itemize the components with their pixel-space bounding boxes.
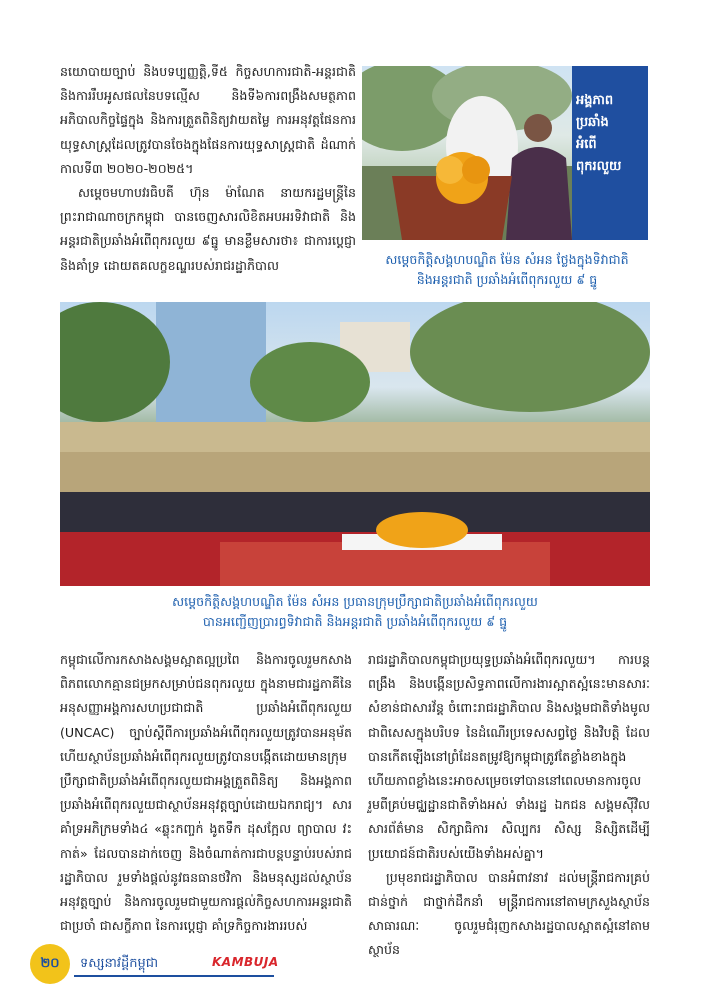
page-number-badge: ២០ bbox=[30, 944, 70, 984]
crowd-front-row bbox=[60, 492, 650, 537]
photo-crowd-illustration bbox=[60, 302, 650, 586]
tree-shape bbox=[410, 302, 650, 412]
tree-shape bbox=[60, 302, 170, 422]
crowd-back-row bbox=[60, 422, 650, 452]
photo-ceremony-crowd bbox=[60, 302, 650, 586]
caption-line: បានអញ្ជើញប្រារព្ធទិវាជាតិ និងអន្តរជាតិ ប្រឆាំងអំពើពុករលួយ ៩ ធ្នូ bbox=[202, 614, 508, 629]
banner-line: អង្គភាព bbox=[576, 93, 614, 108]
speaker-head bbox=[524, 114, 552, 142]
flower-arrangement bbox=[376, 512, 468, 548]
footer-divider bbox=[74, 975, 274, 977]
caption-line: និងអន្តរជាតិ ប្រឆាំងអំពើពុករលួយ ៩ ធ្នូ bbox=[416, 272, 598, 287]
article-right-column bbox=[368, 648, 650, 963]
flower-arrangement bbox=[436, 156, 464, 184]
banner-line: អំពើ bbox=[576, 137, 597, 152]
photo-speaker-podium bbox=[362, 66, 648, 240]
caption-line: សម្តេចកិត្តិសង្គហបណ្ឌិត ម៉ែន សំអន ថ្លែងក្នុងទិវាជាតិ bbox=[385, 252, 629, 267]
flower-arrangement bbox=[462, 156, 490, 184]
article-paragraph: ប្រមុខរាជរដ្ឋាភិបាល បានអំពាវនាវ ដល់មន្ត្រីរាជការគ្រប់ជាន់ថ្នាក់ ជាថ្នាក់ដឹកនាំ មន្ត្រីរាជការនៅតាមក្រសួងស្ថាប័ន សាធារណៈ ចូលរួមជំរុញកសាងរដ្ឋបាលស្អាតស្អំនៅតាមស្ថាប័ន bbox=[368, 869, 650, 958]
tree-shape bbox=[250, 342, 370, 422]
speaker-body bbox=[506, 147, 572, 240]
caption-line: សម្តេចកិត្តិសង្គហបណ្ឌិត ម៉ែន សំអន ប្រធានក្រុមប្រឹក្សាជាតិប្រឆាំងអំពើពុករលួយ bbox=[172, 594, 538, 609]
photo-caption-top bbox=[364, 250, 650, 290]
article-top-column bbox=[60, 60, 356, 278]
banner-text bbox=[576, 90, 646, 178]
article-paragraph: នយោបាយច្បាប់ និងបទប្បញ្ញត្តិ,ទី៥ កិច្ចសហការជាតិ-អន្តរជាតិ និងការរឹបអូសផលនៃបទល្មើស និងទី៦ការពង្រឹងសមត្ថភាព អភិបាលកិច្ចផ្ទៃក្នុង និងការត្រួតពិនិត្យវាយតម្លៃ ការអនុវត្តផែនការយុទ្ធសាស្ត្រដែលត្រូវបានចែងក្នុងផែនការយុទ្ធសាស្ត្រជាតិ ដំណាក់កាលទី៣ ២០២០-២០២៥។ bbox=[60, 64, 356, 176]
photo-caption-main bbox=[60, 592, 650, 632]
banner-line: ពុករលួយ bbox=[576, 159, 622, 174]
glass-building bbox=[156, 302, 266, 422]
magazine-name: ទស្សនាវដ្តីកម្ពុជា bbox=[80, 956, 159, 971]
article-paragraph: រាជរដ្ឋាភិបាលកម្ពុជាប្រយុទ្ធប្រឆាំងអំពើពុករលួយ។ ការបន្តពង្រឹង និងបង្កើនប្រសិទ្ធភាពលើការងារស្អាតស្អំនេះមានសារៈសំខាន់ជាសារវ័ន្ត ចំពោះរាជរដ្ឋាភិបាល និងសង្គមជាតិទាំងមូល ជាពិសេសក្នុងបរិបទ នៃដំណើរប្រទេសសព្វថ្ងៃ និងវិបត្តិ ដែលបានកើតឡើងនៅព្រំដែនតម្រូវឱ្យកម្ពុជាត្រូវតែខ្លាំងខាងក្នុង ហើយភាពខ្លាំងនេះអាចសម្រេចទៅបាននៅពេលមានការចូលរួមពីគ្រប់មជ្ឈដ្ឋានជាតិទាំងអស់ ទាំងរដ្ឋ ឯកជន សង្គមស៊ីវិល សារព័ត៌មាន សិក្សាធិការ សិល្បករ សិស្ស និស្សិតដើម្បីប្រយោជន៍ជាតិរបស់យើងទាំងអស់គ្នា។ bbox=[368, 652, 650, 861]
article-left-column bbox=[60, 648, 352, 938]
banner-line: ប្រឆាំង bbox=[576, 115, 609, 130]
brand-name: KAMBUJA bbox=[212, 955, 279, 969]
article-paragraph: សម្តេចមហាបវរធិបតី ហ៊ុន ម៉ាណែត នាយករដ្ឋមន្ត្រីនៃព្រះរាជាណាចក្រកម្ពុជា បានចេញសារលិខិតអបអរទិវាជាតិ និងអន្តរជាតិប្រឆាំងអំពើពុករលួយ ៩ធ្នូ មានខ្លឹមសារថា៖ ជាការប្តេជ្ញា និងគាំទ្រ ដោយតគលក្ខខណ្ឌរបស់រាជរដ្ឋាភិបាល bbox=[60, 185, 356, 273]
article-paragraph: កម្ពុជាលើការកសាងសង្គមស្អាតល្អប្រពៃ និងការចូលរួមកសាងពិភពលោកគ្មានជម្រកសម្រាប់ជនពុករលួយ ក្នុងនាមជារដ្ឋភាគីនៃអនុសញ្ញាអង្គការសហប្រជាជាតិ ប្រឆាំងអំពើពុករលួយ (UNCAC) ច្បាប់ស្តីពីការប្រឆាំងអំពើពុករលួយត្រូវបានអនុម័ត ហើយស្ថាប័នប្រឆាំងអំពើពុករលួយត្រូវបានបង្កើតដោយមានក្រុមប្រឹក្សាជាតិប្រឆាំងអំពើពុករលួយជាអង្គត្រួតពិនិត្យ និងអង្គភាពប្រឆាំងអំពើពុករលួយជាស្ថាប័នអនុវត្តច្បាប់ដោយឯករាជ្យ។ សារគាំទ្រអភិក្រមទាំង៤ «ឆ្លុះកញ្ចក់ ងូតទឹក ដុសក្អែល ព្យាបាល វះកាត់» ដែលបានដាក់ចេញ និងចំណាត់ការជាបន្តបន្ទាប់របស់រាជរដ្ឋាភិបាល រួមទាំងផ្តល់នូវធនធានថវិកា និងមនុស្សដល់ស្ថាប័នអនុវត្តច្បាប់ និងការចូលរួមជាមួយការផ្តល់កិច្ចសហការអន្តរជាតិជាប្រចាំ ជាសក្ខីភាព នៃការប្តេជ្ញា គាំទ្រកិច្ចការងាររបស់ bbox=[60, 652, 352, 934]
crowd-middle-row bbox=[60, 452, 650, 492]
